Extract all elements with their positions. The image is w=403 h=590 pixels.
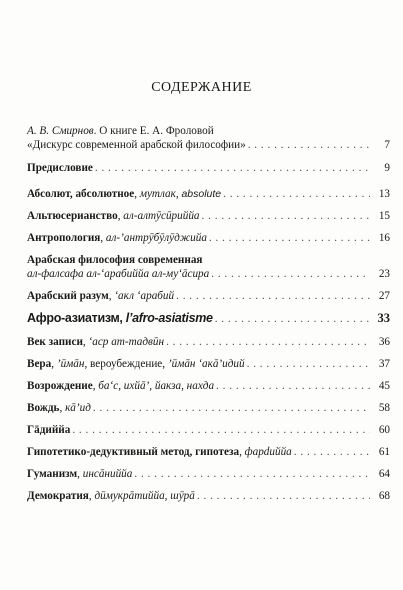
dot-leader (216, 379, 370, 393)
page-number: 68 (378, 490, 390, 502)
entry-title: Возрождение (27, 380, 93, 392)
toc-entry-althusserianism: Альтюсерианство, ал-алтӯсӣриййа . . . 15 (27, 209, 390, 223)
dot-leader (202, 209, 370, 223)
entry-title: Вождь (27, 402, 60, 414)
entry-title: Предисловие (27, 162, 93, 174)
page-number: 15 (378, 210, 390, 222)
entry-title: Гипотетико-дедуктивный метод, гипотеза (27, 446, 240, 458)
toc-entry-preface (27, 161, 390, 175)
entry-arabic: ’ӣмāн (56, 358, 85, 370)
page-number: 33 (377, 311, 390, 325)
entry-title-line2: «Дискурс современной арабской философии» (27, 139, 246, 151)
entry-arabic: ал-алтӯсӣриййа (123, 210, 200, 222)
entry-arabic: дӣмукрāтиййа, шӯрā (94, 490, 195, 502)
toc-entry-age-of-recording: Век записи, ‘аср ат-тадвӣн . . . 36 (27, 335, 390, 349)
entry-arabic: инсāниййа (82, 468, 133, 480)
dot-leader (248, 138, 370, 152)
toc-entry-anthropology: Антропология, ал-’антрӯбӯлӯджийа . . . 16 (27, 231, 390, 245)
toc-entry-gadiyya (27, 423, 390, 437)
toc-entry-humanism: Гуманизм, инсāниййа . . . 64 (27, 467, 390, 481)
entry-title: Вера (27, 358, 52, 370)
toc-entry-democracy: Демократия, дӣмукрāтиййа, шӯрā . . . 68 (27, 489, 390, 503)
entry-latin: l’afro-asiatisme (125, 311, 213, 325)
entry-arabic: фарԁиййа (244, 446, 292, 458)
dot-leader (215, 312, 370, 326)
page-number: 7 (384, 139, 390, 151)
entry-title-line1: . О книге Е. А. Фроловой (93, 125, 214, 137)
entry-title: Альтюсерианство (27, 210, 118, 222)
page-number: 13 (378, 188, 390, 200)
dot-leader (223, 187, 370, 201)
toc-entry-arab-reason: Арабский разум, ‘акл ‘арабий . . . 27 (27, 289, 390, 303)
toc-entry-hypothetico-deductive: Гипотетико-дедуктивный метод, гипотеза, фарԁиййа . . . 61 (27, 445, 390, 459)
entry-arabic: ‘аср ат-тадвӣн (88, 336, 165, 348)
entry-arabic: ал-фалсафа ал-‘арабиййа ал-му‘āсира (27, 268, 210, 280)
entry-title: Арабская философия современная (27, 254, 203, 266)
page-number: 23 (378, 268, 390, 280)
dot-leader (72, 423, 370, 437)
toc-entry-renaissance: Возрождение, ба‘с, ихйā’, йакза, нахда . . . 45 (27, 379, 390, 393)
entry-title: Демократия (27, 490, 89, 502)
page-number: 9 (384, 162, 390, 174)
entry-title: Гуманизм (27, 468, 78, 480)
entry-title: Гāдиййа (27, 424, 71, 436)
table-of-contents (27, 124, 390, 503)
page-number: 37 (378, 358, 390, 370)
dot-leader (197, 489, 370, 503)
entry-arabic-2: ’ӣмāн ‘акā’идий (167, 358, 245, 370)
toc-entry-arab-philosophy (27, 253, 390, 281)
dot-leader (211, 267, 370, 281)
dot-leader (176, 289, 370, 303)
page-number: 45 (378, 380, 390, 392)
dot-leader (134, 467, 370, 481)
entry-arabic: ал-’антрӯбӯлӯджийа (105, 232, 207, 244)
page-number: 64 (378, 468, 390, 480)
page-number: 36 (378, 336, 390, 348)
entry-arabic: ба‘с, ихйā’, йакза, нахда (98, 380, 215, 392)
dot-leader (95, 161, 370, 175)
entry-arabic: ‘акл ‘арабий (114, 290, 175, 302)
entry-latin: absolute (181, 188, 222, 200)
page-title: СОДЕРЖАНИЕ (151, 80, 252, 95)
toc-entry-leader: Вождь, кā’ид . . . 58 (27, 401, 390, 415)
entry-title: Афро-азиатизм (27, 311, 120, 325)
entry-arabic: мутлак (139, 188, 176, 200)
page-number: 16 (378, 232, 390, 244)
dot-leader (166, 335, 370, 349)
dot-leader (209, 231, 370, 245)
dot-leader (93, 401, 370, 415)
entry-title: Арабский разум (27, 290, 109, 302)
author-name: А. В. Смирнов (27, 125, 94, 137)
toc-entry-afro-asiatism: Афро-азиатизм, l’afro-asiatisme . . . 33 (27, 311, 390, 326)
entry-title: Антропология (27, 232, 101, 244)
page-number: 27 (378, 290, 390, 302)
entry-arabic: кā’ид (65, 402, 91, 414)
dot-leader (247, 357, 370, 371)
dot-leader (294, 445, 370, 459)
page-number: 60 (378, 424, 390, 436)
toc-entry-absolute: Абсолют, абсолютное, мутлак, absolute . . . 13 (27, 187, 390, 201)
page-number: 58 (378, 402, 390, 414)
toc-entry-smirnov (27, 124, 390, 152)
entry-title: Век записи (27, 336, 83, 348)
page-number: 61 (378, 446, 390, 458)
entry-title: Абсолют, абсолютное (27, 188, 135, 200)
toc-entry-faith: Вера, ’ӣмāн, вероубеждение, ’ӣмāн ‘акā’идий . . . 37 (27, 357, 390, 371)
